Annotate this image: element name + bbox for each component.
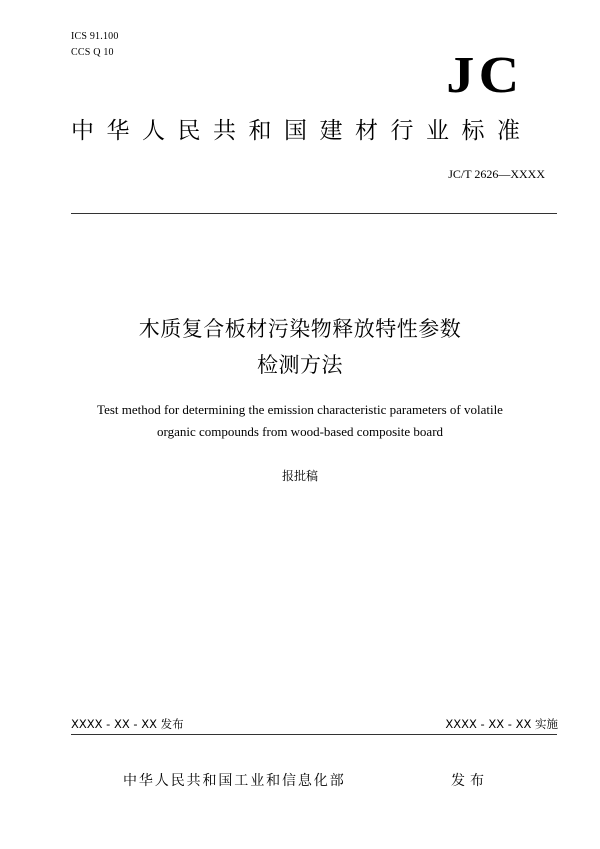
title-chinese-line-1: 木质复合板材污染物释放特性参数 bbox=[138, 317, 462, 341]
draft-status: 报批稿 bbox=[281, 469, 318, 483]
implementation-date: XXXX - XX - XX 实施 bbox=[445, 717, 558, 731]
ics-code: ICS 91.100 bbox=[71, 31, 119, 42]
issuing-authority: 中华人民共和国工业和信息化部 bbox=[123, 773, 346, 789]
jc-logo: JC bbox=[446, 47, 524, 104]
issue-action: 发布 bbox=[451, 773, 489, 789]
standard-category-heading: 中华人民共和国建材行业标准 bbox=[71, 118, 533, 144]
standard-number: JC/T 2626—XXXX bbox=[448, 167, 545, 181]
title-english-line-1: Test method for determining the emission characteristic parameters of volatile bbox=[97, 402, 503, 417]
bottom-divider bbox=[71, 734, 557, 735]
top-divider bbox=[71, 213, 557, 214]
title-chinese-line-2: 检测方法 bbox=[257, 353, 343, 377]
title-english-line-2: organic compounds from wood-based composite board bbox=[156, 424, 444, 439]
issue-date: XXXX - XX - XX 发布 bbox=[71, 717, 184, 731]
ccs-code: CCS Q 10 bbox=[71, 47, 114, 58]
